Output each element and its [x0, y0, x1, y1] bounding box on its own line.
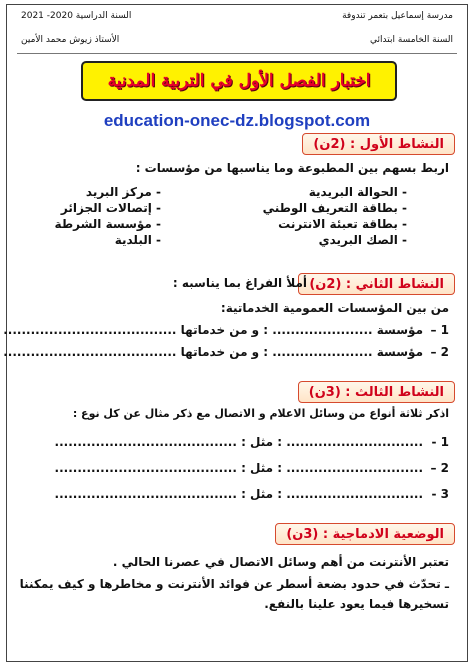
s3-row-text: .............................. : مثل : ........................................	[54, 487, 423, 501]
section4-heading: الوضعية الادماجية : (3ن)	[275, 523, 455, 545]
section1-heading: النشاط الأول : (2ن)	[302, 133, 455, 155]
s1-left-item: - الصك البريدي	[318, 233, 407, 247]
school-name: مدرسة إسماعيل بتعمر تندوفة	[342, 11, 453, 21]
s1-left-item: - الحوالة البريدية	[308, 185, 407, 199]
s2-row-number: 2 –	[430, 345, 449, 359]
s3-row-text: .............................. : مثل : ........................................	[54, 435, 423, 449]
s1-left-item: - بطاقة تعبئة الانترنت	[278, 217, 407, 231]
section3-instruction: اذكر ثلاثة أنواع من وسائل الاعلام و الاتصال مع ذكر مثال عن كل نوع :	[72, 407, 449, 420]
section3-heading: النشاط الثالث : (3ن)	[298, 381, 455, 403]
s1-right-item: - مؤسسة الشرطة	[54, 217, 161, 231]
section1-instruction: اربط بسهم بين المطبوعة وما يناسبها من مؤسسات :	[135, 161, 449, 175]
s3-row-text: .............................. : مثل : ........................................	[54, 461, 423, 475]
s3-row-number: 3 -	[431, 487, 449, 501]
site-url-watermark: education-onec-dz.blogspot.com	[103, 111, 371, 130]
s1-right-item: - مركز البريد	[85, 185, 161, 199]
s1-right-item: - إتصالات الجزائر	[60, 201, 161, 215]
section2-heading: النشاط الثاني : (2ن)	[298, 273, 455, 295]
section4-line1: تعتبر الأنترنت من أهم وسائل الاتصال في عصرنا الحالي .	[112, 555, 449, 569]
section4-line3: تسخيرها فيما يعود علينا بالنفع.	[264, 597, 449, 611]
s2-row-text: مؤسسة ...................... : و من خدماتها ......................................	[3, 323, 423, 337]
s3-row-number: 1 -	[431, 435, 449, 449]
section2-subtitle: من بين المؤسسات العمومية الخدماتية:	[220, 301, 449, 315]
section2-instruction: أملأ الفراغ بما يناسبه :	[172, 276, 307, 290]
s3-row-number: 2 –	[430, 461, 449, 475]
s2-row-text: مؤسسة ...................... : و من خدماتها ......................................	[3, 345, 423, 359]
s2-row-number: 1 –	[430, 323, 449, 337]
s1-left-item: - بطاقة التعريف الوطني	[262, 201, 407, 215]
s1-right-item: - البلدية	[114, 233, 161, 247]
exam-title: اختبار الفصل الأول في التربية المدنية	[81, 61, 397, 101]
teacher-name: الأستاذ زيوش محمد الأمين	[21, 35, 120, 45]
school-year: السنة الدراسية 2020- 2021	[21, 11, 132, 21]
class-level: السنة الخامسة ابتدائي	[370, 35, 453, 45]
section4-line2: ـ تحدّث في حدود بضعة أسطر عن فوائد الأنترنت و مخاطرها و كيف يمكننا	[19, 577, 449, 591]
header-divider	[17, 53, 457, 54]
exam-page	[3, 4, 468, 662]
